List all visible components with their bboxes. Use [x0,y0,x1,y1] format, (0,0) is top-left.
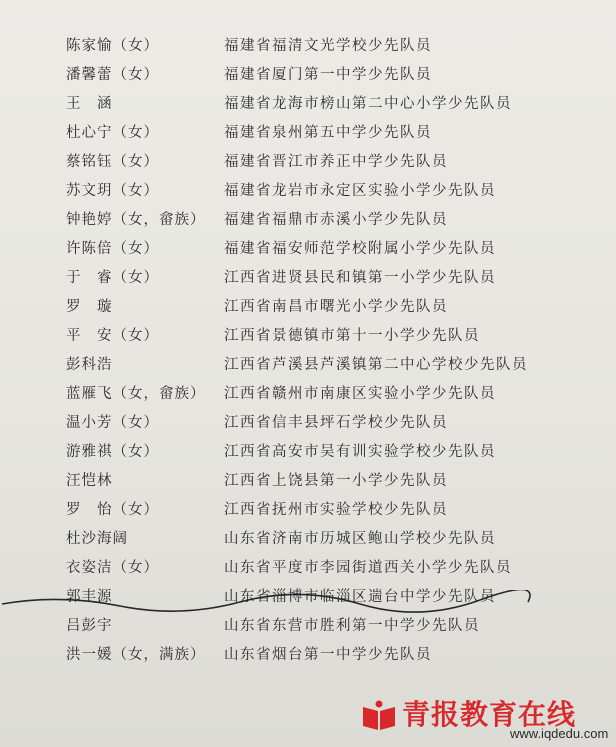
school-affiliation: 山东省烟台第一中学少先队员 [224,647,432,663]
person-name: 罗 怡（女） [66,502,159,518]
list-item [0,642,616,668]
school-affiliation: 福建省福清文光学校少先队员 [224,38,432,54]
list-item [0,352,616,378]
watermark-title: 青报教育在线 [402,698,577,731]
list-item [0,178,616,204]
school-affiliation: 江西省南昌市曙光小学少先队员 [224,299,448,315]
list-item [0,497,616,523]
school-affiliation: 江西省高安市吴有训实验学校少先队员 [224,444,496,460]
school-affiliation: 福建省龙岩市永定区实验小学少先队员 [224,183,496,199]
school-affiliation: 江西省抚州市实验学校少先队员 [224,502,448,518]
person-name: 潘馨蕾（女） [66,67,159,83]
list-item [0,410,616,436]
list-item [0,555,616,581]
school-affiliation: 江西省芦溪县芦溪镇第二中心学校少先队员 [224,357,528,373]
person-name: 于 睿（女） [66,270,159,286]
person-name: 钟艳婷（女，畲族） [66,212,206,228]
watermark-url: www.iqdedu.com [510,726,609,741]
list-item [0,439,616,465]
person-name: 陈家愉（女） [66,38,159,54]
list-item [0,526,616,552]
list-item [0,120,616,146]
list-item [0,381,616,407]
handwritten-wavy-underline [0,590,616,620]
school-affiliation: 江西省进贤县民和镇第一小学少先队员 [224,270,496,286]
list-item [0,468,616,494]
list-item [0,207,616,233]
school-affiliation: 福建省厦门第一中学少先队员 [224,67,432,83]
list-item [0,33,616,59]
school-affiliation: 山东省淄博市临淄区遄台中学少先队员 [224,589,496,605]
person-name: 杜沙海阔 [66,531,128,547]
person-name: 洪一媛（女，满族） [66,647,206,663]
open-book-icon [360,699,398,733]
school-affiliation: 福建省福鼎市赤溪小学少先队员 [224,212,448,228]
list-item [0,236,616,262]
list-item [0,294,616,320]
person-name: 彭科浩 [66,357,113,373]
school-affiliation: 江西省赣州市南康区实验小学少先队员 [224,386,496,402]
school-affiliation: 福建省晋江市养正中学少先队员 [224,154,448,170]
school-affiliation: 福建省泉州第五中学少先队员 [224,125,432,141]
school-affiliation: 山东省济南市历城区鲍山学校少先队员 [224,531,496,547]
school-affiliation: 江西省上饶县第一小学少先队员 [224,473,448,489]
person-name: 罗 璇 [66,299,113,315]
person-name: 苏文玥（女） [66,183,159,199]
person-name: 蔡铭钰（女） [66,154,159,170]
list-item [0,149,616,175]
school-affiliation: 江西省景德镇市第十一小学少先队员 [224,328,480,344]
list-item [0,62,616,88]
person-name: 游雅祺（女） [66,444,159,460]
person-name: 郭丰源 [66,589,113,605]
person-name: 温小芳（女） [66,415,159,431]
watermark [360,693,610,743]
person-name: 蓝雁飞（女，畲族） [66,386,206,402]
school-affiliation: 山东省东营市胜利第一中学少先队员 [224,618,480,634]
school-affiliation: 山东省平度市李园街道西关小学少先队员 [224,560,512,576]
person-name: 杜心宁（女） [66,125,159,141]
school-affiliation: 福建省龙海市榜山第二中心小学少先队员 [224,96,512,112]
list-item [0,323,616,349]
list-item [0,91,616,117]
school-affiliation: 福建省福安师范学校附属小学少先队员 [224,241,496,257]
person-name: 王 涵 [66,96,113,112]
person-name: 汪恺林 [66,473,113,489]
person-name: 吕彭宇 [66,618,113,634]
person-name: 衣姿洁（女） [66,560,159,576]
person-name: 平 安（女） [66,328,159,344]
school-affiliation: 江西省信丰县坪石学校少先队员 [224,415,448,431]
person-name: 许陈倍（女） [66,241,159,257]
list-item [0,265,616,291]
